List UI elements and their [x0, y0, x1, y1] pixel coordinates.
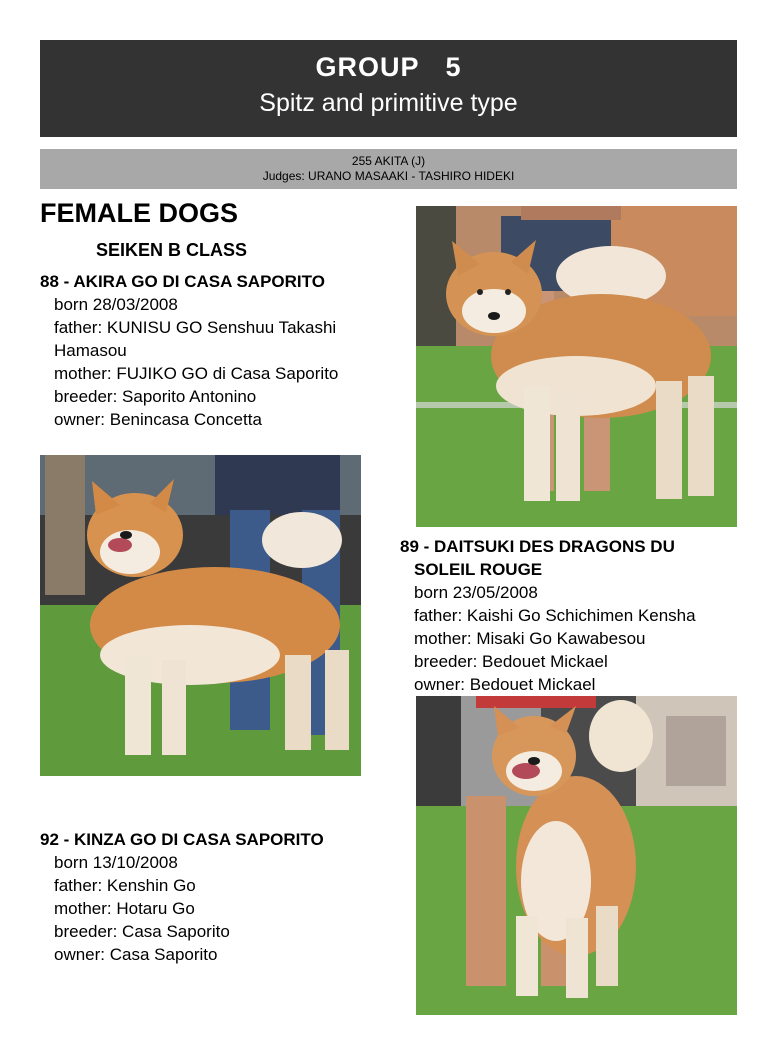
dog-photo-92	[416, 696, 737, 1015]
dog-photo-88	[40, 455, 361, 776]
entry-born: born 28/03/2008	[54, 295, 178, 314]
entry-owner: owner: Casa Saporito	[54, 945, 218, 964]
group-subtitle: Spitz and primitive type	[259, 89, 518, 117]
entry-owner: owner: Bedouet Mickael	[414, 675, 596, 694]
judges-line: Judges: URANO MASAAKI - TASHIRO HIDEKI	[262, 169, 515, 183]
entry-mother: mother: FUJIKO GO di Casa Saporito	[54, 364, 339, 383]
entry-name: 92 - KINZA GO DI CASA SAPORITO	[40, 830, 324, 849]
class-title: SEIKEN B CLASS	[96, 240, 248, 260]
dog-photo-89	[416, 206, 737, 527]
group-header	[40, 40, 737, 137]
entry-mother: mother: Hotaru Go	[54, 899, 195, 918]
entry-name: 88 - AKIRA GO DI CASA SAPORITO	[40, 272, 325, 291]
entry-father: father: Kenshin Go	[54, 876, 196, 895]
entry-breeder: breeder: Bedouet Mickael	[414, 652, 608, 671]
group-title	[40, 52, 737, 83]
breed-name: 255 AKITA (J)	[351, 154, 426, 168]
entry-born: born 13/10/2008	[54, 853, 178, 872]
entry-born: born 23/05/2008	[414, 583, 538, 602]
entry-89	[400, 535, 696, 696]
entry-mother: mother: Misaki Go Kawabesou	[414, 629, 646, 648]
entry-father: father: KUNISU GO Senshuu Takashi	[54, 318, 337, 337]
entry-breeder: breeder: Casa Saporito	[54, 922, 230, 941]
group-number: 5	[445, 52, 462, 82]
section-title: FEMALE DOGS	[40, 198, 239, 228]
entry-name: 89 - DAITSUKI DES DRAGONS DU	[400, 537, 675, 556]
entry-father-cont: Hamasou	[54, 341, 127, 360]
entry-name-cont: SOLEIL ROUGE	[414, 560, 543, 579]
group-word: GROUP	[315, 52, 420, 82]
entry-owner: owner: Benincasa Concetta	[54, 410, 262, 429]
breed-bar	[40, 149, 737, 189]
entry-father: father: Kaishi Go Schichimen Kensha	[414, 606, 696, 625]
entry-88	[40, 270, 338, 431]
entry-breeder: breeder: Saporito Antonino	[54, 387, 257, 406]
entry-92	[40, 828, 324, 966]
